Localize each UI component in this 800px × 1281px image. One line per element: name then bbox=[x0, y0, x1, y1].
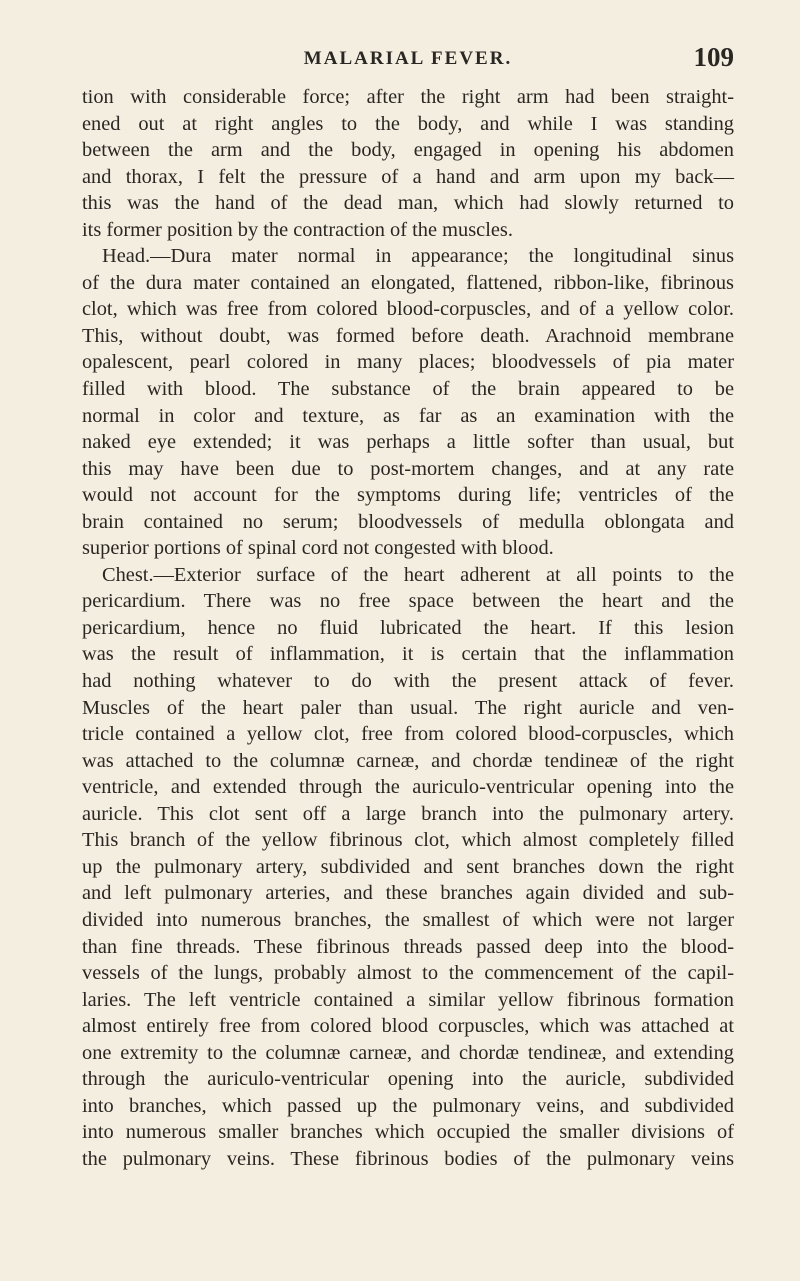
text-line: between the arm and the body, engaged in opening his abdomen bbox=[82, 139, 734, 162]
text-line: This, without doubt, was formed before death. Arachnoid membrane bbox=[82, 324, 734, 347]
text-line: was attached to the columnæ carneæ, and chordæ tendineæ of the right bbox=[82, 749, 734, 772]
text-line: Head.—Dura mater normal in appearance; the longitudinal sinus bbox=[102, 245, 734, 268]
text-line: the pulmonary veins. These fibrinous bodies of the pulmonary veins bbox=[82, 1147, 734, 1170]
text-line: ventricle, and extended through the auriculo-ventricular opening into the bbox=[82, 776, 734, 799]
text-line: vessels of the lungs, probably almost to the commencement of the capil- bbox=[82, 962, 734, 985]
text-line: Chest.—Exterior surface of the heart adherent at all points to the bbox=[102, 563, 734, 586]
text-line: and left pulmonary arteries, and these branches again divided and sub- bbox=[82, 882, 734, 905]
text-line: had nothing whatever to do with the present attack of fever. bbox=[82, 670, 734, 693]
text-line: Muscles of the heart paler than usual. The right auricle and ven- bbox=[82, 696, 734, 719]
text-line: one extremity to the columnæ carneæ, and chordæ tendineæ, and extending bbox=[82, 1041, 734, 1064]
text-line: of the dura mater contained an elongated, flattened, ribbon-like, fibrinous bbox=[82, 271, 734, 294]
text-line: clot, which was free from colored blood-corpuscles, and of a yellow color. bbox=[82, 298, 734, 321]
text-line: naked eye extended; it was perhaps a little softer than usual, but bbox=[82, 431, 734, 454]
text-line: ened out at right angles to the body, and while I was standing bbox=[82, 112, 734, 135]
text-line: than fine threads. These fibrinous threads passed deep into the blood- bbox=[82, 935, 734, 958]
text-line: was the result of inflammation, it is certain that the inflammation bbox=[82, 643, 734, 666]
text-line: its former position by the contraction of the muscles. bbox=[82, 218, 513, 241]
text-line: this was the hand of the dead man, which had slowly returned to bbox=[82, 192, 734, 215]
text-line: would not account for the symptoms during life; ventricles of the bbox=[82, 484, 734, 507]
text-line: into numerous smaller branches which occupied the smaller divisions of bbox=[82, 1121, 734, 1144]
text-line: tion with considerable force; after the right arm had been straight- bbox=[82, 86, 734, 108]
text-line: laries. The left ventricle contained a similar yellow fibrinous formation bbox=[82, 988, 734, 1011]
text-line: and thorax, I felt the pressure of a hand and arm upon my back— bbox=[82, 165, 734, 188]
text-line: up the pulmonary artery, subdivided and sent branches down the right bbox=[82, 855, 734, 878]
text-line: tricle contained a yellow clot, free from colored blood-corpuscles, which bbox=[82, 723, 734, 746]
text-line: This branch of the yellow fibrinous clot, which almost completely filled bbox=[82, 829, 734, 852]
text-line: filled with blood. The substance of the brain appeared to be bbox=[82, 378, 734, 401]
running-head: MALARIAL FEVER. bbox=[303, 48, 513, 69]
body-text bbox=[82, 84, 734, 1172]
page-number: 109 bbox=[693, 42, 734, 72]
text-line: through the auriculo-ventricular opening into the auricle, subdivided bbox=[82, 1068, 734, 1091]
text-line: brain contained no serum; bloodvessels of medulla oblongata and bbox=[82, 510, 734, 533]
text-line: opalescent, pearl colored in many places; bloodvessels of pia mater bbox=[82, 351, 734, 374]
page-header bbox=[82, 42, 734, 78]
text-line: into branches, which passed up the pulmonary veins, and subdivided bbox=[82, 1094, 734, 1117]
text-line: pericardium, hence no fluid lubricated the heart. If this lesion bbox=[82, 616, 734, 639]
text-line: superior portions of spinal cord not congested with blood. bbox=[82, 537, 554, 560]
text-line: auricle. This clot sent off a large branch into the pulmonary artery. bbox=[82, 802, 734, 825]
text-line: this may have been due to post-mortem changes, and at any rate bbox=[82, 457, 734, 480]
text-line: normal in color and texture, as far as an examination with the bbox=[82, 404, 734, 427]
text-line: almost entirely free from colored blood corpuscles, which was attached at bbox=[82, 1015, 734, 1038]
text-line: pericardium. There was no free space between the heart and the bbox=[82, 590, 734, 613]
text-line: divided into numerous branches, the smallest of which were not larger bbox=[82, 908, 734, 931]
